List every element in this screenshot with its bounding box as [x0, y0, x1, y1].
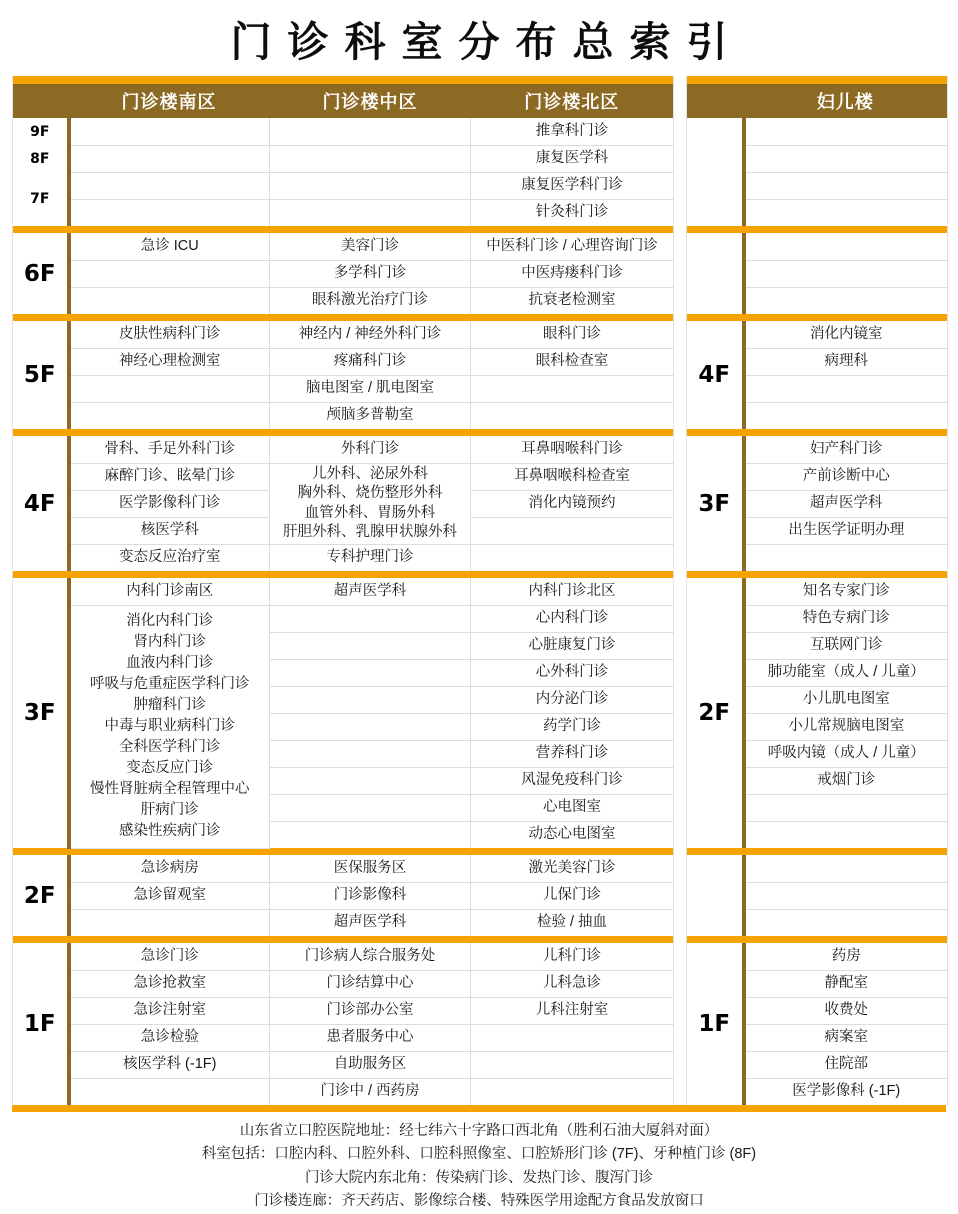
cell-north	[471, 1051, 674, 1078]
cell-wc	[744, 855, 948, 882]
cell-wc	[744, 375, 948, 402]
cell-south: 急诊抢救室	[69, 970, 270, 997]
section-divider	[13, 314, 674, 321]
cell-north	[471, 402, 674, 429]
table-row	[13, 199, 674, 226]
floor-label-3f: 3F	[13, 578, 69, 848]
section-divider	[687, 571, 948, 578]
cell-internal-south-list	[69, 605, 270, 848]
cell-north	[471, 544, 674, 571]
cell-north: 耳鼻咽喉科门诊	[471, 436, 674, 463]
cell-middle: 疼痛科门诊	[270, 348, 471, 375]
cell-wc: 特色专病门诊	[744, 605, 948, 632]
table-row	[13, 1051, 674, 1078]
cell-middle: 门诊中 / 西药房	[270, 1078, 471, 1105]
floor-label-wc-3f: 3F	[687, 436, 744, 571]
cell-wc	[744, 287, 948, 314]
floor-label-9f: 9F	[13, 118, 69, 145]
cell-wc: 知名专家门诊	[744, 578, 948, 605]
header-south-zone: 门诊楼南区	[69, 84, 270, 118]
cell-wc: 消化内镜室	[744, 321, 948, 348]
cell-wc	[744, 544, 948, 571]
header-women-children: 妇儿楼	[744, 84, 948, 118]
cell-wc	[744, 145, 948, 172]
table-row	[13, 463, 674, 490]
section-divider	[687, 314, 948, 321]
cell-wc: 戒烟门诊	[744, 767, 948, 794]
cell-north: 心电图室	[471, 794, 674, 821]
top-bar-left	[13, 76, 674, 84]
cell-middle: 超声医学科	[270, 909, 471, 936]
cell-wc: 小儿肌电图室	[744, 686, 948, 713]
cell-internal-south-title: 内科门诊南区	[69, 578, 270, 605]
header-floor-left	[13, 84, 69, 118]
floor-label-6f: 6F	[13, 233, 69, 314]
floor-label-1f: 1F	[13, 943, 69, 1105]
cell-south	[69, 375, 270, 402]
table-row	[13, 943, 674, 970]
tables-container	[12, 76, 946, 1105]
cell-north: 动态心电图室	[528, 826, 616, 843]
table-row	[687, 855, 948, 882]
cell-north: 心脏康复门诊	[471, 632, 674, 659]
cell-middle: 门诊部办公室	[270, 997, 471, 1024]
table-row	[687, 321, 948, 348]
footer-line-northeast: 门诊大院内东北角：传染病门诊、发热门诊、腹泻门诊	[305, 1169, 653, 1186]
section-divider	[687, 429, 948, 436]
table-row	[687, 578, 948, 605]
cell-middle	[270, 713, 471, 740]
cell-wc	[744, 402, 948, 429]
cell-south	[69, 145, 270, 172]
cell-north: 营养科门诊	[471, 740, 674, 767]
floor-label-7f: 7F	[13, 172, 69, 226]
cell-south	[69, 199, 270, 226]
cell-north: 抗衰老检测室	[528, 292, 616, 309]
cell-north: 激光美容门诊	[471, 855, 674, 882]
cell-south	[69, 118, 270, 145]
cell-north: 儿科急诊	[471, 970, 674, 997]
cell-south: 急诊门诊	[69, 943, 270, 970]
cell-wc	[744, 199, 948, 226]
footer-line-departments: 科室包括：口腔内科、口腔外科、口腔科照像室、口腔矫形门诊 (7F)、牙种植门诊 (8F)	[201, 1146, 757, 1163]
dept-line: 呼吸与危重症医学科门诊	[90, 675, 250, 692]
cell-middle	[270, 632, 471, 659]
table-row	[13, 997, 674, 1024]
dept-line: 慢性肾脏病全程管理中心	[90, 781, 250, 798]
cell-middle	[270, 821, 471, 848]
cell-north: 心内科门诊	[471, 605, 674, 632]
cell-middle	[270, 686, 471, 713]
cell-north: 儿科注射室	[471, 997, 674, 1024]
cell-north: 康复医学科	[471, 145, 674, 172]
cell-south: 医学影像科门诊	[69, 490, 270, 517]
cell-middle: 患者服务中心	[270, 1024, 471, 1051]
dept-line: 肾内科门诊	[133, 633, 206, 650]
floor-label-wc-4f: 4F	[687, 321, 744, 429]
cell-ultrasound: 超声医学科	[270, 578, 471, 605]
floor-label-8f: 8F	[13, 145, 69, 172]
cell-wc: 静配室	[744, 970, 948, 997]
dept-line: 中毒与职业病科门诊	[104, 717, 235, 734]
cell-south	[69, 260, 270, 287]
cell-wc: 收费处	[744, 997, 948, 1024]
surgery-line: 儿外科、泌尿外科	[312, 466, 428, 483]
cell-internal-north-title: 内科门诊北区	[471, 578, 674, 605]
bottom-bar	[12, 1105, 946, 1112]
cell-middle	[270, 605, 471, 632]
cell-north: 推拿科门诊	[471, 118, 674, 145]
cell-north: 康复医学科门诊	[471, 172, 674, 199]
floor-label-wc-1f: 1F	[687, 943, 744, 1105]
cell-middle	[270, 794, 471, 821]
table-row	[13, 970, 674, 997]
table-row	[13, 233, 674, 260]
table-row	[13, 172, 674, 199]
table-row	[13, 402, 674, 429]
cell-wc	[744, 821, 948, 848]
cell-north	[471, 517, 674, 544]
cell-south	[69, 402, 270, 429]
cell-wc	[744, 172, 948, 199]
cell-north: 儿保门诊	[471, 882, 674, 909]
cell-middle: 颅脑多普勒室	[270, 402, 471, 429]
cell-north: 内分泌门诊	[471, 686, 674, 713]
table-row	[13, 375, 674, 402]
cell-wc	[744, 794, 948, 821]
cell-south: 急诊注射室	[69, 997, 270, 1024]
cell-north: 针灸科门诊	[535, 204, 609, 221]
cell-south	[69, 1078, 270, 1105]
cell-south: 骨科、手足外科门诊	[69, 436, 270, 463]
cell-middle: 多学科门诊	[270, 260, 471, 287]
cell-wc: 药房	[744, 943, 948, 970]
cell-north: 消化内镜预约	[471, 490, 674, 517]
table-row	[13, 348, 674, 375]
cell-middle-surgery-list	[270, 463, 471, 544]
table-row	[13, 260, 674, 287]
cell-north	[471, 1024, 674, 1051]
table-row	[13, 145, 674, 172]
cell-north: 眼科门诊	[471, 321, 674, 348]
table-row	[13, 909, 674, 936]
surgery-line: 胸外科、烧伤整形外科	[297, 485, 443, 502]
cell-north: 耳鼻咽喉科检查室	[471, 463, 674, 490]
dept-line: 肿瘤科门诊	[133, 696, 206, 713]
table-row	[687, 233, 948, 260]
cell-middle: 门诊影像科	[270, 882, 471, 909]
cell-south	[69, 909, 270, 936]
floor-label-empty	[687, 118, 744, 226]
table-row	[13, 544, 674, 571]
dept-line: 变态反应门诊	[126, 760, 214, 777]
cell-middle: 医保服务区	[270, 855, 471, 882]
table-row	[13, 578, 674, 605]
cell-south: 变态反应治疗室	[69, 544, 270, 571]
cell-north: 眼科检查室	[471, 348, 674, 375]
cell-south: 皮肤性病科门诊	[69, 321, 270, 348]
cell-north: 检验 / 抽血	[536, 914, 608, 931]
table-row	[687, 436, 948, 463]
table-row	[13, 855, 674, 882]
section-divider	[13, 429, 674, 436]
table-row	[13, 605, 674, 632]
right-header-row	[687, 84, 948, 118]
cell-wc: 出生医学证明办理	[744, 517, 948, 544]
cell-north: 中医科门诊 / 心理咨询门诊	[471, 233, 674, 260]
cell-middle: 专科护理门诊	[270, 544, 471, 571]
footer-line-address: 山东省立口腔医院地址：经七纬六十字路口西北角（胜利石油大厦斜对面）	[239, 1123, 719, 1139]
dept-line: 血液内科门诊	[126, 654, 214, 671]
cell-middle: 自助服务区	[270, 1051, 471, 1078]
left-header-row	[13, 84, 674, 118]
section-divider	[13, 848, 674, 855]
surgery-line: 血管外科、胃肠外科	[304, 504, 436, 521]
top-bar-right	[687, 76, 948, 84]
cell-north: 心外科门诊	[471, 659, 674, 686]
cell-south: 急诊病房	[69, 855, 270, 882]
cell-wc	[744, 882, 948, 909]
floor-label-empty	[687, 855, 744, 936]
cell-south: 急诊留观室	[69, 882, 270, 909]
cell-middle: 门诊病人综合服务处	[270, 943, 471, 970]
header-middle-zone: 门诊楼中区	[270, 84, 471, 118]
page-title-wrap	[12, 0, 946, 76]
floor-label-2f: 2F	[13, 855, 69, 936]
header-north-zone: 门诊楼北区	[471, 84, 674, 118]
cell-north: 儿科门诊	[471, 943, 674, 970]
cell-wc: 病案室	[744, 1024, 948, 1051]
table-row	[13, 436, 674, 463]
table-row	[13, 287, 674, 314]
women-children-building-table	[686, 76, 948, 1105]
cell-middle	[270, 199, 471, 226]
page-title: 门诊科室分布总索引	[230, 17, 744, 66]
cell-wc: 产前诊断中心	[744, 463, 948, 490]
cell-wc: 病理科	[744, 348, 948, 375]
footer-line-corridor: 门诊楼连廊：齐天药店、影像综合楼、特殊医学用途配方食品发放窗口	[254, 1193, 704, 1210]
surgery-line: 肝胆外科、乳腺甲状腺外科	[283, 523, 457, 540]
header-floor-right	[687, 84, 744, 118]
cell-wc: 小儿常规脑电图室	[744, 713, 948, 740]
table-row	[687, 943, 948, 970]
cell-north: 风湿免疫科门诊	[471, 767, 674, 794]
table-row	[13, 118, 674, 145]
floor-label-wc-2f: 2F	[687, 578, 744, 848]
floor-label-5f: 5F	[13, 321, 69, 429]
footer-notes	[12, 1112, 946, 1214]
cell-south: 麻醉门诊、眩晕门诊	[69, 463, 270, 490]
cell-middle: 脑电图室 / 肌电图室	[270, 375, 471, 402]
cell-wc	[744, 233, 948, 260]
table-row	[13, 1024, 674, 1051]
cell-south: 急诊 ICU	[69, 233, 270, 260]
cell-wc	[744, 909, 948, 936]
table-row	[687, 118, 948, 145]
cell-middle	[270, 659, 471, 686]
cell-south: 急诊检验	[69, 1024, 270, 1051]
section-divider	[687, 848, 948, 855]
cell-north	[471, 1078, 674, 1105]
cell-middle: 神经内 / 神经外科门诊	[270, 321, 471, 348]
section-divider	[687, 226, 948, 233]
cell-south	[69, 172, 270, 199]
cell-wc	[744, 260, 948, 287]
section-divider	[13, 226, 674, 233]
cell-wc: 呼吸内镜（成人 / 儿童）	[744, 740, 948, 767]
cell-north: 中医痔瘘科门诊	[471, 260, 674, 287]
dept-line: 消化内科门诊	[126, 612, 214, 629]
cell-middle: 美容门诊	[270, 233, 471, 260]
dept-line: 全科医学科门诊	[119, 739, 221, 755]
floor-label-empty	[687, 233, 744, 314]
cell-wc: 超声医学科	[744, 490, 948, 517]
cell-wc: 肺功能室（成人 / 儿童）	[744, 659, 948, 686]
cell-middle	[270, 118, 471, 145]
cell-wc: 妇产科门诊	[744, 436, 948, 463]
cell-middle: 外科门诊	[270, 436, 471, 463]
section-divider	[13, 571, 674, 578]
cell-middle	[270, 767, 471, 794]
cell-south: 核医学科 (-1F)	[69, 1051, 270, 1078]
cell-south: 核医学科	[69, 517, 270, 544]
cell-south: 神经心理检测室	[69, 348, 270, 375]
cell-wc: 住院部	[744, 1051, 948, 1078]
cell-wc: 互联网门诊	[744, 632, 948, 659]
cell-middle: 门诊结算中心	[270, 970, 471, 997]
cell-wc	[744, 118, 948, 145]
cell-middle	[270, 740, 471, 767]
cell-middle: 眼科激光治疗门诊	[270, 287, 471, 314]
table-row	[13, 882, 674, 909]
cell-south	[69, 287, 270, 314]
cell-north	[471, 375, 674, 402]
cell-north: 药学门诊	[471, 713, 674, 740]
section-divider	[13, 936, 674, 943]
dept-line: 感染性疾病门诊	[119, 823, 221, 840]
outpatient-building-table	[12, 76, 674, 1105]
dept-line: 肝病门诊	[140, 802, 199, 819]
cell-middle	[270, 145, 471, 172]
table-row	[13, 321, 674, 348]
section-divider	[687, 936, 948, 943]
floor-label-4f: 4F	[13, 436, 69, 571]
cell-wc: 医学影像科 (-1F)	[792, 1083, 901, 1100]
table-row	[13, 1078, 674, 1105]
cell-middle	[270, 172, 471, 199]
